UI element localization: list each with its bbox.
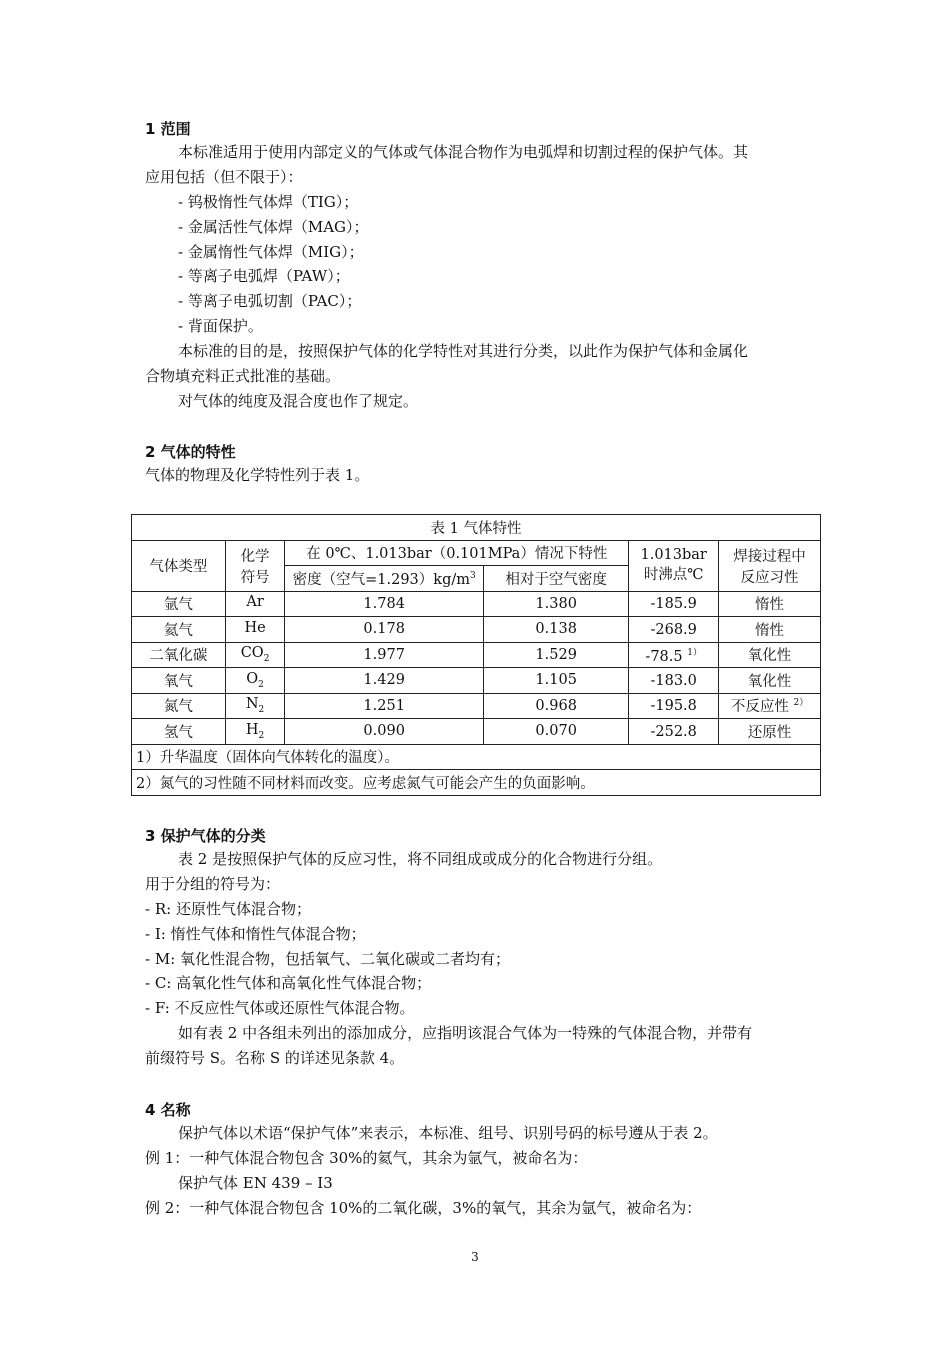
s2-intro: 气体的物理及化学特性列于表 1。 (145, 466, 370, 484)
table-row (132, 719, 821, 745)
page-number: 3 (471, 1250, 479, 1264)
header-density: 密度（空气$=1.293)kg/m^3$ (285, 566, 484, 592)
cell-reaction: 不反应性 $^{2)}$ (719, 693, 821, 719)
cell-symbol: $CO_2$ (225, 642, 285, 668)
cell-reaction: 惰性 (719, 591, 821, 617)
cell-symbol: He (225, 617, 285, 643)
cell-gas-name: 二氧化碳 (132, 642, 226, 668)
cell-relative-density: 1.529 (484, 642, 629, 668)
cell-reaction: 氧化性 (719, 668, 821, 694)
cell-boiling-point: -78.5 $^{1)}$ (629, 642, 719, 668)
cell-boiling-point: -185.9 (629, 591, 719, 617)
section-2-heading: 2 气体的特性 (145, 443, 236, 461)
s1-list-item: - 金属活性气体焊（MAG）； (178, 218, 369, 236)
s3-paragraph-3-line-2: 前缀符号 S。名称 S 的详述见条款 4。 (145, 1049, 405, 1067)
gas-properties-table (131, 514, 821, 796)
table-row (132, 642, 821, 668)
cell-gas-name: 氦气 (132, 617, 226, 643)
cell-symbol: $N_2$ (225, 693, 285, 719)
s1-list-item: - 等离子电弧切割（PAC）； (178, 292, 362, 310)
header-gas-type: 气体类型 (132, 540, 226, 591)
cell-symbol: Ar (225, 591, 285, 617)
cell-density: 1.429 (285, 668, 484, 694)
s3-class-item: - R: 还原性气体混合物； (145, 900, 311, 918)
cell-relative-density: 1.105 (484, 668, 629, 694)
cell-density: 1.251 (285, 693, 484, 719)
s1-paragraph-2-line-2: 合物填充料正式批准的基础。 (145, 367, 341, 385)
s4-example-1: 例 1：一种气体混合物包含 30%的氦气，其余为氩气，被命名为： (145, 1149, 588, 1167)
table-caption: 表 1 气体特性 (132, 515, 821, 541)
cell-boiling-point: -252.8 (629, 719, 719, 745)
section-3-heading: 3 保护气体的分类 (145, 827, 266, 845)
cell-gas-name: 氢气 (132, 719, 226, 745)
cell-density: 0.178 (285, 617, 484, 643)
cell-gas-name: 氩气 (132, 591, 226, 617)
cell-gas-name: 氮气 (132, 693, 226, 719)
s1-paragraph-3: 对气体的纯度及混合度也作了规定。 (178, 392, 419, 410)
header-conditions: 在 0℃、1.013bar（0.101MPa）情况下特性 (285, 540, 629, 566)
table-note-1: 1）升华温度（固体向气体转化的温度）。 (132, 744, 821, 770)
table-row (132, 617, 821, 643)
cell-boiling-point: -183.0 (629, 668, 719, 694)
s3-class-item: - I: 惰性气体和惰性气体混合物； (145, 925, 366, 943)
s1-list-item: - 钨极惰性气体焊（TIG）； (178, 193, 359, 211)
table-row (132, 693, 821, 719)
cell-boiling-point: -268.9 (629, 617, 719, 643)
header-symbol: 化学 符号 (225, 540, 285, 591)
section-4-heading: 4 名称 (145, 1101, 191, 1119)
s1-list-item: - 金属惰性气体焊（MIG）； (178, 243, 364, 261)
table-note-2: 2）氮气的习性随不同材料而改变。应考虑氮气可能会产生的负面影响。 (132, 770, 821, 796)
cell-density: 1.977 (285, 642, 484, 668)
section-1-heading: 1 范围 (145, 120, 191, 138)
s1-paragraph-2-line-1: 本标准的目的是，按照保护气体的化学特性对其进行分类，以此作为保护气体和金属化 (178, 342, 749, 360)
cell-gas-name: 氧气 (132, 668, 226, 694)
cell-reaction: 惰性 (719, 617, 821, 643)
header-reaction: 焊接过程中 反应习性 (719, 540, 821, 591)
cell-relative-density: 0.138 (484, 617, 629, 643)
header-boiling-point: 1.013bar 时沸点℃ (629, 540, 719, 591)
s1-list-item: - 等离子电弧焊（PAW）； (178, 267, 350, 285)
cell-boiling-point: -195.8 (629, 693, 719, 719)
s3-paragraph-3-line-1: 如有表 2 中各组未列出的添加成分，应指明该混合气体为一特殊的气体混合物，并带有 (178, 1024, 753, 1042)
cell-relative-density: 0.968 (484, 693, 629, 719)
cell-symbol: $O_2$ (225, 668, 285, 694)
cell-relative-density: 0.070 (484, 719, 629, 745)
cell-reaction: 氧化性 (719, 642, 821, 668)
s3-paragraph-2: 用于分组的符号为： (145, 875, 281, 893)
s4-paragraph-1: 保护气体以术语“保护气体”来表示，本标准、组号、识别号码的标号遵从于表 2。 (178, 1124, 718, 1142)
s4-example-1-designation: 保护气体 EN 439 – I3 (178, 1174, 333, 1192)
cell-density: 1.784 (285, 591, 484, 617)
table-row (132, 591, 821, 617)
header-relative-density: 相对于空气密度 (484, 566, 629, 592)
s3-paragraph-1: 表 2 是按照保护气体的反应习性，将不同组成或成分的化合物进行分组。 (178, 850, 663, 868)
s1-paragraph-1-line-2: 应用包括（但不限于）： (145, 168, 303, 186)
s4-example-2: 例 2：一种气体混合物包含 10%的二氧化碳，3%的氧气，其余为氩气，被命名为： (145, 1199, 702, 1217)
cell-symbol: $H_2$ (225, 719, 285, 745)
cell-relative-density: 1.380 (484, 591, 629, 617)
cell-reaction: 还原性 (719, 719, 821, 745)
cell-density: 0.090 (285, 719, 484, 745)
s3-class-item: - C: 高氧化性气体和高氧化性气体混合物； (145, 974, 432, 992)
s1-list-item: - 背面保护。 (178, 317, 263, 335)
table-row (132, 668, 821, 694)
s1-paragraph-1-line-1: 本标准适用于使用内部定义的气体或气体混合物作为电弧焊和切割过程的保护气体。其 (178, 143, 749, 161)
s3-class-item: - M: 氧化性混合物，包括氧气、二氧化碳或二者均有； (145, 950, 511, 968)
s3-class-item: - F: 不反应性气体或还原性气体混合物。 (145, 999, 415, 1017)
